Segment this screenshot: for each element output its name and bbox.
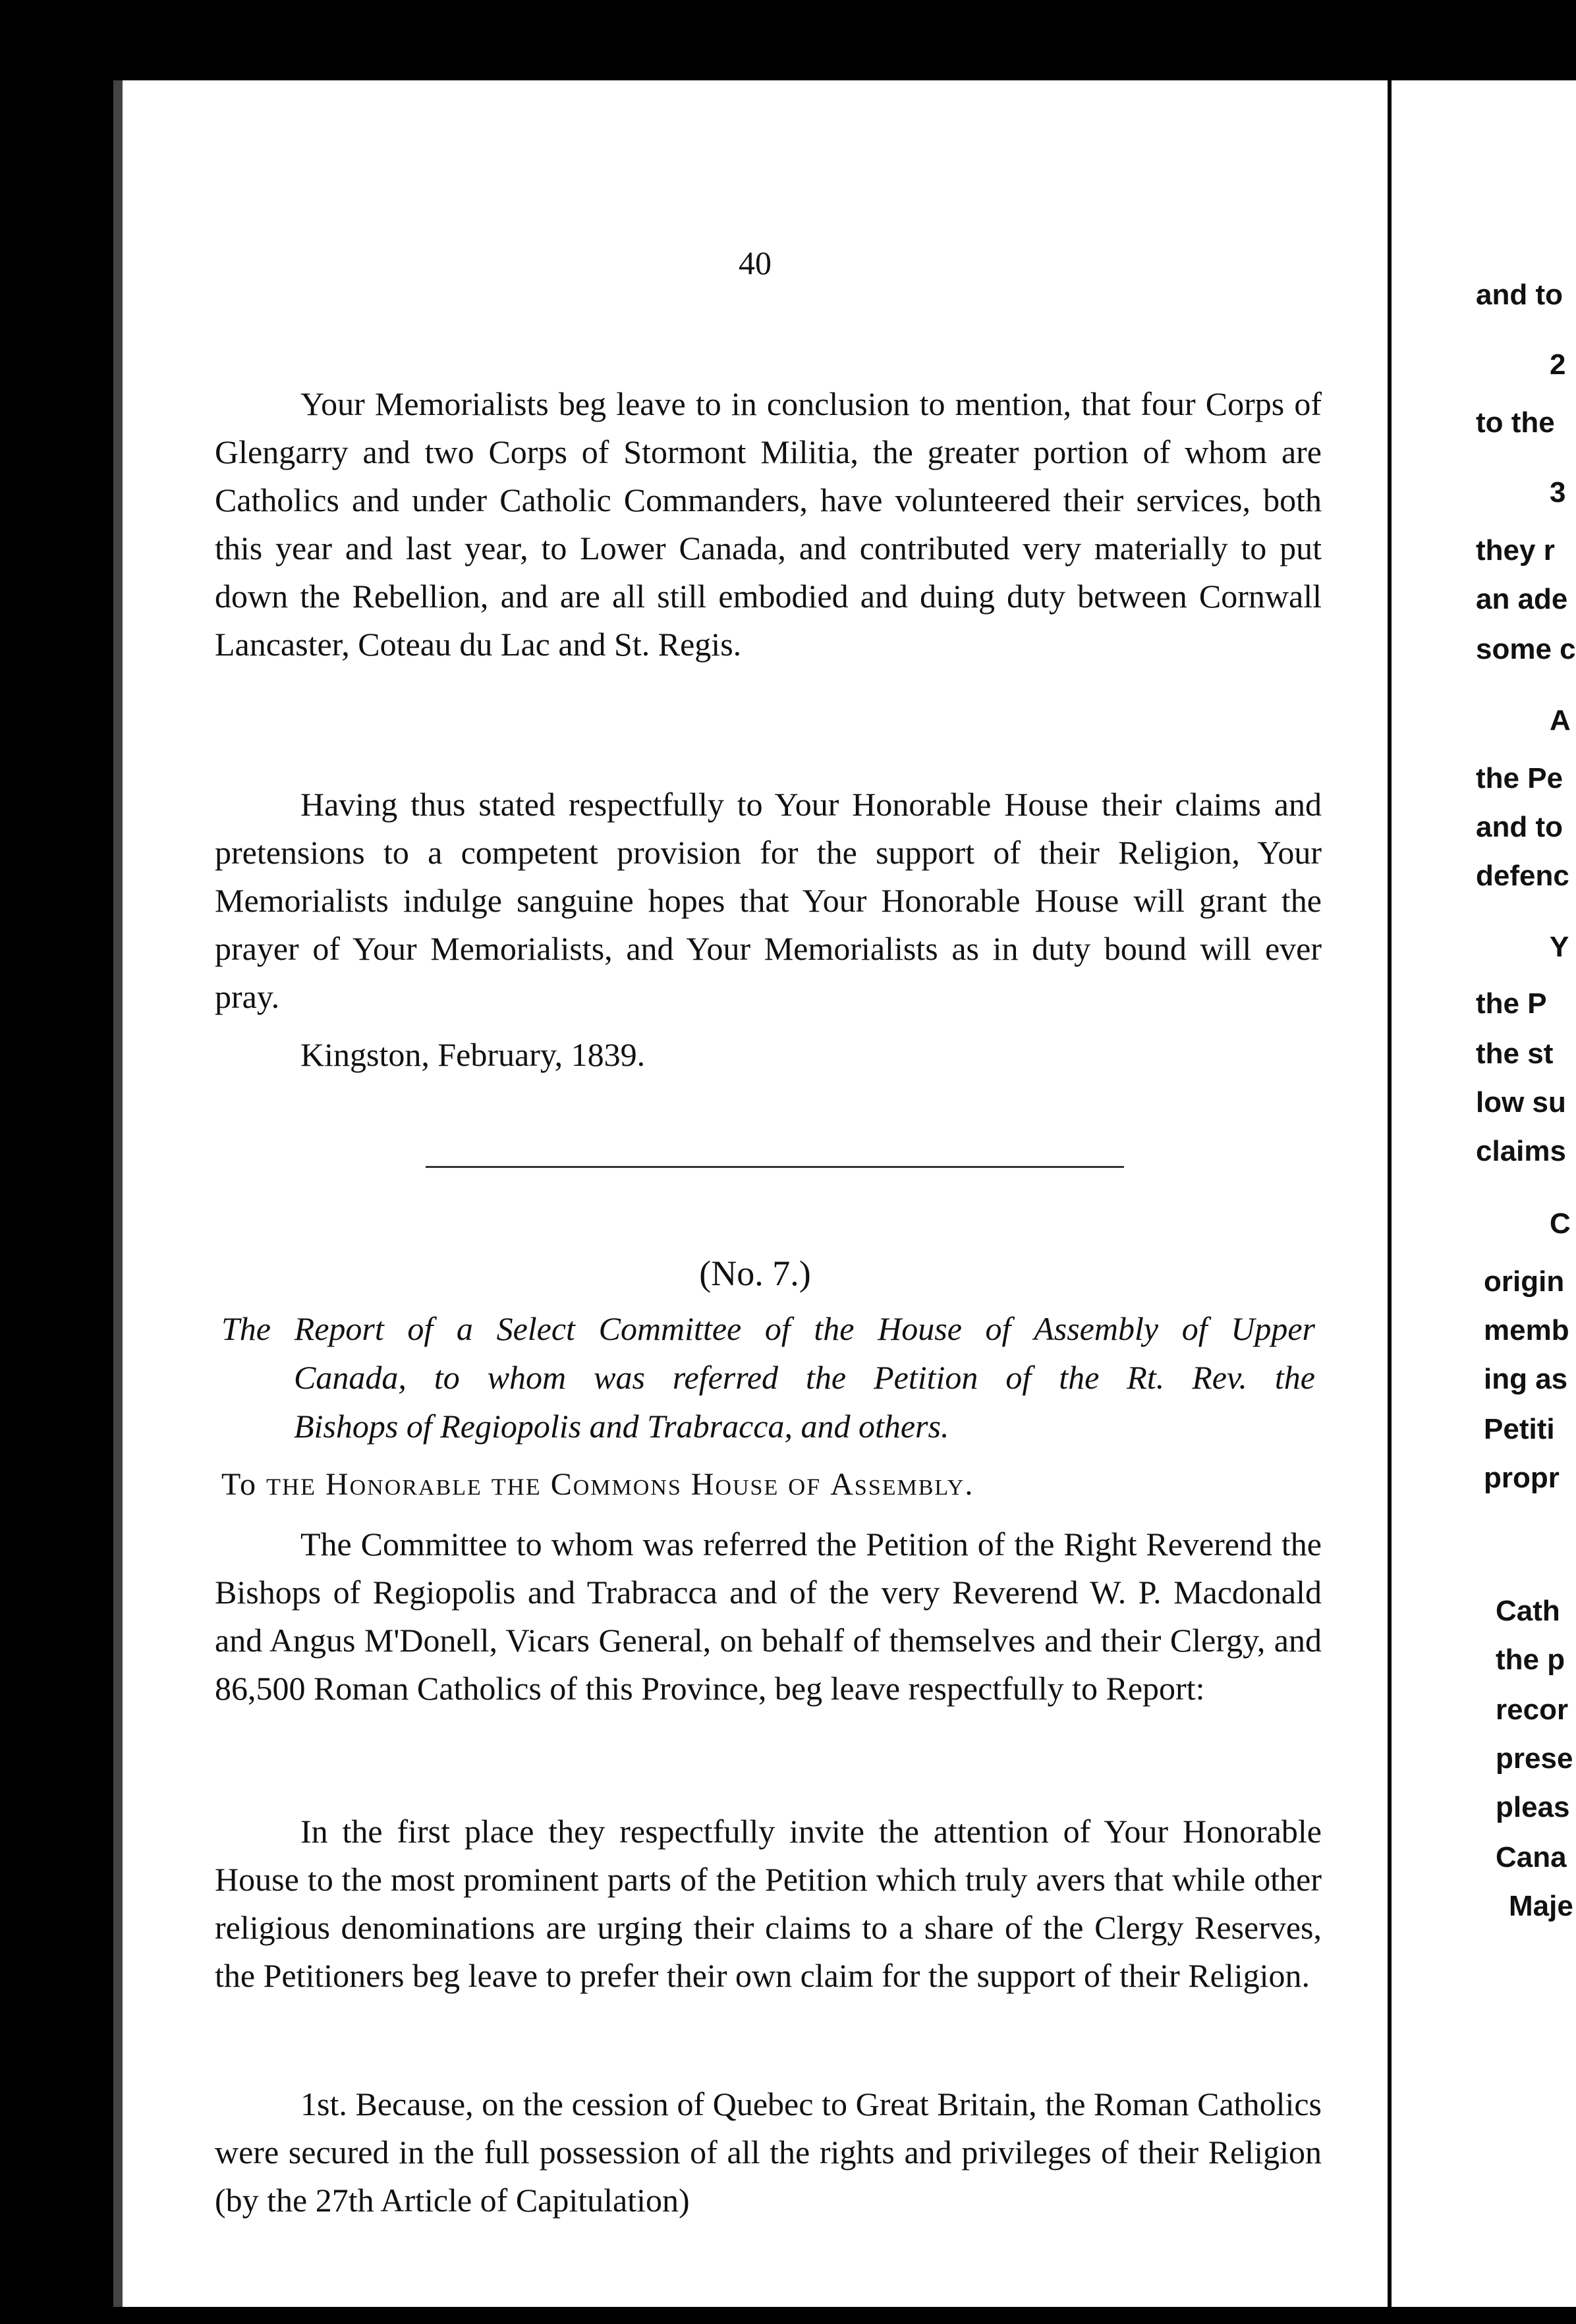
right-page-line: and to [1476,811,1563,843]
address-word: THE [266,1474,316,1500]
right-page-line: an ade [1476,583,1568,615]
right-page-line: pleas [1496,1791,1570,1823]
right-page-line: ing as [1484,1363,1568,1395]
right-page-line: the P [1476,987,1547,1020]
section-divider [426,1166,1124,1168]
address-word: To [221,1467,257,1502]
paragraph-first-place [215,1808,1322,2000]
address-word: Assembly. [830,1467,974,1502]
page-number: 40 [739,244,772,281]
right-page-line: Petiti [1484,1413,1555,1445]
document-number: (No. 7.) [699,1254,811,1293]
right-page-line: recor [1496,1694,1569,1726]
right-page-line: some c [1476,633,1576,665]
right-page-line: the Pe [1476,762,1563,794]
address-word: OF [788,1474,822,1500]
address-word: Commons [550,1467,682,1502]
right-page-line: A [1550,704,1571,736]
paragraph-text: 1st. Because, on the cession of Quebec to Great Britain, the Roman Catholics were secured in the full possession of all the rights and privileges of their Religion (by the 27th Article of Capitulation) [215,2086,1322,2219]
right-page-line: they r [1476,534,1555,567]
paragraph-text: Having thus stated respectfully to Your Honorable House their claims and pretensions to a competent provision for the support of their Religion, Your Memorialists indulge sanguine hopes that Your Honorable House will grant the prayer of Your Memorialists, and Your Memorialists as in duty bound will ever pray. [215,786,1322,1015]
right-page-line: and to [1476,279,1563,311]
right-page-line: Maje [1509,1890,1573,1922]
right-page-line: propr [1484,1462,1560,1494]
right-page-line: defenc [1476,860,1569,892]
paragraph-text: In the first place they respectfully invite the attention of Your Honorable House to the most prominent parts of the Petition which truly avers that while other religious denominations are urging their claims to a share of the Clergy Reserves, the Petitioners beg leave to prefer their own claim for the support of their Religion. [215,1813,1322,1994]
right-page-line: low su [1476,1086,1566,1119]
right-page-line: claims [1476,1135,1566,1167]
right-page-line: to the [1476,406,1555,439]
right-page-line: origin [1484,1265,1565,1298]
right-page-line: 2 [1550,348,1566,381]
paragraph-text: The Committee to whom was referred the Petition of the Right Reverend the Bishops of Regiopolis and Trabracca and of the very Reverend W. P. Macdonald and Angus M'Donell, Vicars General, on behalf of themselves and their Clergy, and 86,500 Roman Catholics of this Province, beg leave respectfully to Report: [215,1526,1322,1707]
report-title-line: The Report of a Select Committee of the House of Assembly of Upper [221,1310,1315,1347]
right-page-line: the st [1476,1038,1554,1070]
report-title [221,1304,1315,1451]
right-page-line: C [1550,1207,1571,1240]
signoff-date: Kingston, February, 1839. [300,1036,646,1073]
address-heading [221,1466,974,1503]
report-title-line: Bishops of Regiopolis and Trabracca, and others. [294,1408,949,1445]
right-page-line: memb [1484,1314,1569,1346]
right-page-line: 3 [1550,476,1566,509]
right-page-line: prese [1496,1742,1573,1775]
paragraph-memorial-prayer [215,781,1322,1021]
address-word: House [690,1467,779,1502]
paragraph-first-reason [215,2080,1322,2225]
right-page-fragment [1392,80,1576,2307]
left-page [113,80,1388,2307]
right-page-line: Y [1550,931,1569,963]
paragraph-memorial-militia [215,380,1322,669]
paragraph-committee-report [215,1520,1322,1713]
address-word: Honorable [325,1467,482,1502]
address-word: THE [491,1474,542,1500]
report-title-line: Canada, to whom was referred the Petition of the Rt. Rev. the [294,1359,1315,1396]
right-page-line: the p [1496,1644,1565,1676]
right-page-line: Cana [1496,1841,1567,1873]
paragraph-text: Your Memorialists beg leave to in conclusion to mention, that four Corps of Glengarry and two Corps of Stormont Militia, the greater portion of whom are Catholics and under Catholic Commanders, have volunteered their services, both this year and last year, to Lower Canada, and contributed very materially to put down the Rebellion, and are all still embodied and duing duty between Cornwall Lancaster, Coteau du Lac and St. Regis. [215,385,1322,663]
right-page-line: Cath [1496,1595,1560,1627]
